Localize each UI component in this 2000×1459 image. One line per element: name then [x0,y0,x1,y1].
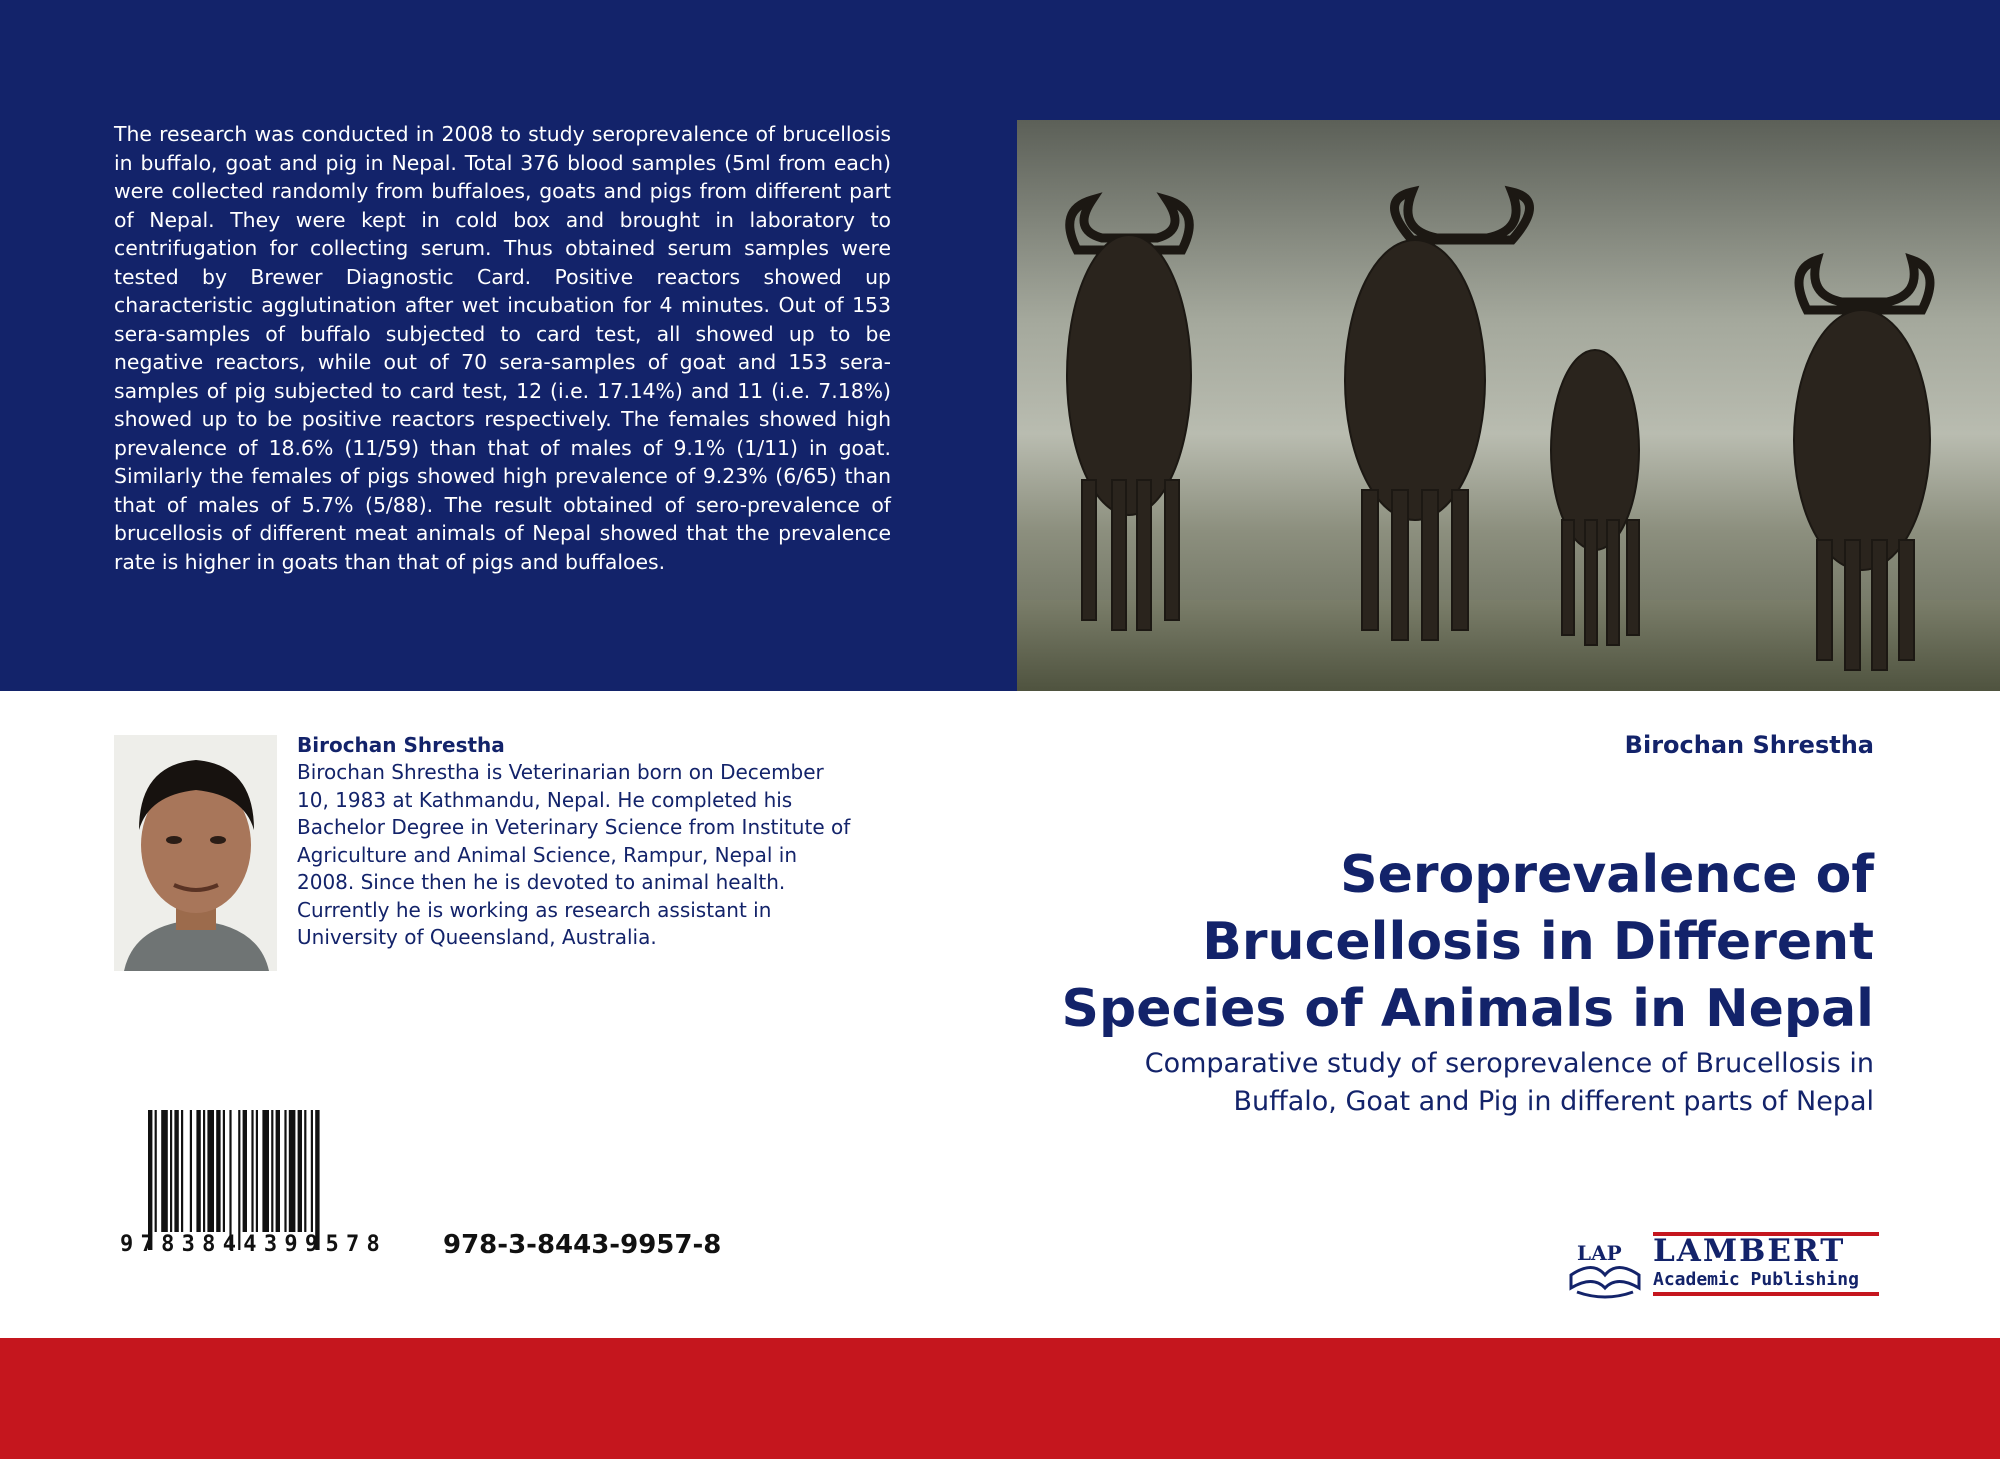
isbn-number: 978-3-8443-9957-8 [443,1230,722,1260]
barcode-bar [298,1110,302,1232]
bottom-red-band [0,1338,2000,1459]
barcode-bar [207,1110,214,1232]
barcode-bar [190,1110,192,1232]
author-bio-text: Birochan Shrestha is Veterinarian born on December 10, 1983 at Kathmandu, Nepal. He completed his Bachelor Degree in Veterinary Science from Institute of Agriculture and Animal Science, Rampur, Nepal in 2008. Since then he is devoted to animal health. Currently he is working as research assistant in University of Queensland, Australia. [297,760,851,949]
barcode-bar [311,1110,313,1232]
barcode-bar [181,1110,183,1232]
book-abstract: The research was conducted in 2008 to study seroprevalence of brucellosis in buffalo, goat and pig in Nepal. Total 376 blood samples (5ml from each) were collected randomly from buffaloes, goats and pigs from different part of Nepal. They were kept in cold box and brought in laboratory to centrifugation for collecting serum. Thus obtained serum samples were tested by Brewer Diagnostic Card. Positive reactors showed up characteristic agglutination after wet incubation for 4 minutes. Out of 153 sera-samples of buffalo subjected to card test, all showed up to be negative reactors, while out of 70 sera-samples of goat and 153 sera-samples of pig subjected to card test, 12 (i.e. 17.14%) and 11 (i.e. 7.18%) showed up to be positive reactors respectively. The females showed high prevalence of 18.6% (11/59) than that of males of 9.1% (1/11) in goat. Similarly the females of pigs showed high prevalence of 9.23% (6/65) than that of males of 5.7% (5/88). The result obtained of sero-prevalence of brucellosis of different meat animals of Nepal showed that the prevalence rate is higher in goats than that of pigs and buffaloes. [114,122,891,574]
barcode-bar [256,1110,258,1232]
cover-photo-wildebeest [1017,120,2000,691]
barcode-bar [161,1110,168,1232]
barcode-bar [304,1110,306,1232]
logo-lap-text: LAP [1577,1241,1622,1265]
front-author-name: Birochan Shrestha [1624,731,1874,759]
barcode-bar [196,1110,200,1232]
barcode-bar [148,1110,152,1250]
barcode-bar [276,1110,280,1232]
barcode-bar [155,1110,157,1232]
barcode-bar [251,1110,253,1232]
author-photo [114,735,277,971]
publisher-tagline: Academic Publishing [1653,1269,1859,1290]
barcode-bar [170,1110,172,1232]
barcode-bar [203,1110,205,1232]
barcode-bar [223,1110,225,1232]
barcode-bar [315,1110,319,1250]
barcode-bar [216,1110,220,1232]
barcode-bar [262,1110,269,1232]
barcode-bar [289,1110,296,1232]
barcode-bar [284,1110,286,1232]
barcode-bar [243,1110,247,1232]
barcode-bar [174,1110,178,1232]
barcode-bar [229,1110,231,1250]
barcode-digits: 9783844399578 [120,1232,388,1257]
author-bio-name: Birochan Shrestha [297,733,505,757]
publisher-name: LAMBERT [1653,1233,1846,1269]
book-subtitle: Comparative study of seroprevalence of Brucellosis in Buffalo, Goat and Pig in different parts of Nepal [1144,1048,1874,1117]
barcode-bar [271,1110,273,1232]
open-book-icon [1571,1268,1639,1298]
book-title: Seroprevalence of Brucellosis in Different Species of Animals in Nepal [1061,845,1874,1039]
barcode-bar [238,1110,240,1250]
